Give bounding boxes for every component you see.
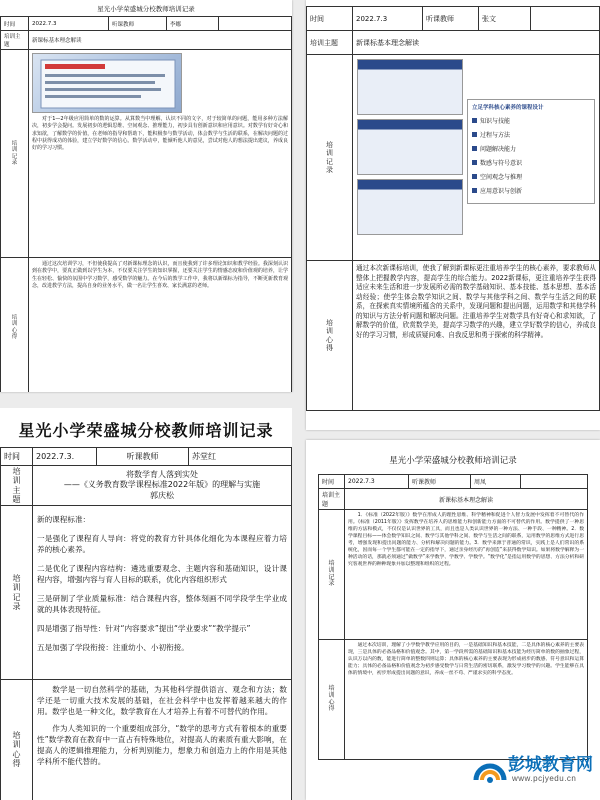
record-label: 培 训 记 录: [1, 50, 29, 258]
topic-label: 培训主题: [1, 31, 29, 50]
bullet-item: 应用意识与创新: [472, 186, 590, 195]
time-label: 时间: [319, 475, 345, 489]
reflect-text: 通过这次培训学习，不但使我提高了对新课标理念的认识，而且使我到了许多理论知识和教学经验。我深刻认识到在教学中，要真正做到以学生为本，不仅要关注学生的知识掌握，还要关注学生的情感态度和价值观的培养，让学生在轻松、愉快的氛围中学习数学，感受数学的魅力。在今后的教学工作中，我将以新课标为指导，不断更新教育观念，改进教学方法，提高自身的业务水平，做一名让学生喜欢、家长满意的老师。: [32, 261, 288, 289]
record-label: 培 训 记 录: [1, 506, 33, 680]
reflect-text: 数学是一切自然科学的基础，为其他科学提供语言、观念和方法；数学还是一切重大技术发展的基础，在社会科学中也发挥着越来越大的作用。数学也是一种文化，数学教育在人才培养上有着不可替代的作用。 作为人类知识的一个重要组成部分，“数学的思考方式有着根本的重要性”数学教育在教育中一直占有特殊地位，对提高人的素质有重大影响，在提高人的逻辑推理能力，分析判别能力，想象力和创造力上的作用是其他学科所不能代替的。: [37, 685, 287, 766]
logo-url: www.pcjyedu.cn: [512, 774, 577, 783]
record-label: 培 训 记 录: [319, 510, 345, 640]
slide-heading: 立足学科核心素养的课程设计: [472, 105, 544, 111]
bullet-icon: [472, 160, 477, 165]
topic-value: 新课标基本理念解读: [353, 31, 600, 55]
slide-thumbnail-3: [357, 179, 463, 235]
record-text: 对于1—2年级应用简单的数的运算。从算数当中理解，认识不同的文字，对于较简单的问题，能用多种方法解决，初步学会提问。发展初步的逻辑思维、空间观念、推理能力，初步具有创新意识和应用意识。对数学有好奇心和求知欲，了解数学的价值，在老师的指导和帮助下，能积极参与数学活动，体会数学与生活的联系，在解决问题的过程中获得成功的体验，建立学好数学的信心。数学活动中，能倾听他人的意见，尝试对他人的想法提出建议，养成良好的学习习惯。: [32, 116, 288, 151]
reflect-label: 培 训 心 得: [319, 640, 345, 760]
time-label: 时间: [1, 448, 33, 466]
record-table: [306, 6, 600, 411]
standard-item: 五是加强了学段衔接：注重幼小、小初衔接。: [37, 643, 189, 652]
logo-name: 彭城教育网: [508, 755, 593, 775]
teacher-label: 听课教师: [423, 7, 479, 31]
teacher-label: 听课教师: [109, 17, 167, 31]
reflect-label: 培 训 心 得: [1, 258, 29, 393]
topic-label: 培训主题: [307, 31, 353, 55]
teacher-name: 李娜: [167, 17, 219, 31]
bullet-item: 知识与技能: [472, 116, 590, 125]
logo-arch-icon: [472, 750, 508, 786]
topic-speaker: 郭庆松: [150, 490, 174, 500]
bullet-icon: [472, 132, 477, 137]
bullet-item: 数感与符号意识: [472, 158, 590, 167]
standards-intro: 新的课程标准：: [37, 515, 91, 524]
time-value: 2022.7.3: [29, 17, 109, 31]
standard-item: 二是优化了课程内容结构：遴选重要观念、主题内容和基础知识，设计课程内容，增强内容与育人目标的联系，优化内容组织形式: [37, 564, 287, 584]
training-record-page-2: [306, 0, 600, 430]
teacher-label: 听课教师: [97, 448, 189, 466]
time-label: 时间: [1, 17, 29, 31]
standard-item: 三是研制了学业质量标准：结合课程内容，整体刻画不同学段学生学业成就的具体表现特征。: [37, 594, 287, 614]
reflect-label: 培 训 心 得: [1, 680, 33, 800]
bullet-icon: [472, 188, 477, 193]
reflect-label: 培 训 心 得: [307, 261, 353, 411]
standard-item: 一是强化了课程育人导向：将党的教育方针具体化细化为本课程应着力培养的核心素养。: [37, 534, 287, 554]
teacher-label: 听课教师: [409, 475, 471, 489]
bullet-item: 过程与方法: [472, 130, 590, 139]
teacher-name: 周凤: [471, 475, 521, 489]
topic-label: 培 训 主 题: [1, 466, 33, 506]
record-text: 1．《标准（2022年版）》数学在形成人的理性思维、科学精神和促进个人智力发展中发挥着不可替代的作用。《标准（2011年版）》发挥数学在培养人的思维能力和创新能力方面的不可替代的作用。数学提供了一种思维的方法和模式，不仅仅是认识世界的工具，而且也是人类认识世界的一种方法、一种手段、一种精神。2．数学课程目标——体会数学知识之间、数学与其他学科之间、数学与生活之间的联系，运用数学的思维方式进行思考，增强发现和提出问题的能力、分析和解决问题的能力。3．数学来源于普通的常识，实践上是人们常识的系统化，因而每一个学生都可能在一定的指导下，通过亲身经历的“再创造”来获得数学知识。如果将数学解释为一种活动的话，那就必须通过“做数学”来学数学、学数学、学数学。“数学化”是指运用数学的思想、方法分析和研究客观世界的种种现象并加以整理和组织的过程。: [348, 513, 584, 567]
teacher-name: 张文: [479, 7, 531, 31]
bullet-item: 问题解决能力: [472, 144, 590, 153]
slide-thumbnail-2: [357, 119, 463, 175]
teacher-name: 苏堂红: [189, 448, 292, 466]
standard-item: 四是增强了指导性：针对“内容要求”提出“学业要求”“教学提示”: [37, 624, 251, 633]
time-value: 2022.7.3: [353, 7, 423, 31]
core-literacy-slide: [467, 99, 595, 204]
reflect-text: 通过本次培训，理解了小学数学教学应用的目的，一是基础知识和基本技能，二是具体的核心素养的主要表现，三是具体的必备品格和价值观念。其中，第一学段所需的基础知识和基本技能为经历简单的数的抽象过程，认识万以内的数，能进行简单的整数四则运算；具体的核心素养的主要表现为形成初步的数感、符号意识和运算能力；具体的必备品格和价值观念为初步感受数学与日常生活的密切联系，激发学习数学的兴趣。学生能够在具体的情境中，初步形成提出问题的意识，养成一丝不苟、严谨求实的科学态度。: [348, 643, 584, 676]
bullet-item: 空间观念与推理: [472, 172, 590, 181]
slide-thumbnail-1: [357, 59, 463, 115]
topic-line-1: 将数学育人落到实处: [126, 469, 198, 479]
bullet-icon: [472, 146, 477, 151]
page-title: 星光小学荣盛城分校教师培训记录: [389, 456, 517, 466]
page-title: 星光小学荣盛城分校教师培训记录: [18, 421, 274, 440]
site-watermark-logo: [472, 748, 596, 792]
reflect-text: 通过本次新课标培训，使我了解到新课标更注重培养学生的核心素养，要求教师从整体上把握教学内容，提高学生的综合能力。2022新课标，更注重培养学生获得适应未来生活和进一步发展所必需的数学基础知识、基本技能、基本思想、基本活动经验；使学生体会数学知识之间、数学与其他学科之间、数学与生活之间的联系，在探索真实情境所蕴含的关系中，发现问题和提出问题，运用数学和其他学科的知识与方法分析问题和解决问题。注重培养学生对数学具有好奇心和求知欲，了解数学的价值，欣赏数学美，提高学习数学的兴趣，建立学好数学的信心，养成良好的学习习惯，形成质疑问难、自我反思和勇于探索的科学精神。: [356, 264, 596, 339]
time-value: 2022.7.3: [345, 475, 409, 489]
slide-photo-graphic: [33, 54, 183, 114]
training-record-page-4: [306, 440, 600, 800]
page-title: 星光小学荣盛城分校教师培训记录: [97, 5, 195, 13]
bullet-icon: [472, 174, 477, 179]
standards-list: [37, 514, 287, 653]
topic-line-2: ——《义务教育数学课程标准2022年版》的理解与实施: [63, 480, 261, 490]
time-value: 2022.7.3.: [33, 448, 97, 466]
bullet-icon: [472, 118, 477, 123]
training-record-page-1: [0, 0, 292, 392]
topic-value: 新课标基本理念解读: [29, 31, 292, 50]
topic-value: 新课标基本理念解读: [345, 489, 588, 510]
record-table: [318, 474, 588, 760]
training-record-page-3: [0, 408, 292, 800]
time-label: 时间: [307, 7, 353, 31]
bullet-list: [472, 116, 590, 195]
record-table: [0, 447, 292, 800]
topic-label: 培训主题: [319, 489, 345, 510]
record-label: 培 训 记 录: [307, 55, 353, 261]
record-table: [0, 16, 292, 392]
training-slide-photo: [32, 53, 182, 113]
